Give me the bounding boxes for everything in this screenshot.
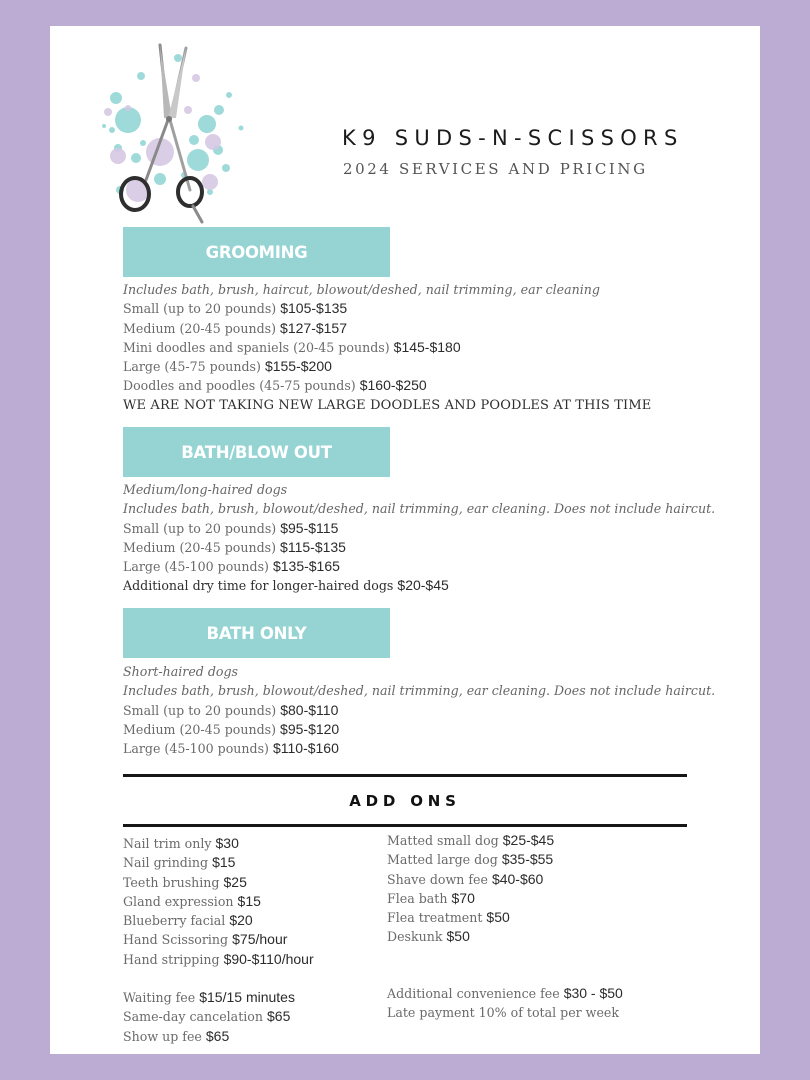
- list-item: Same-day cancelation $65: [123, 1008, 291, 1025]
- bath-blow-out-list: [123, 480, 715, 596]
- addons-right-column: [387, 831, 554, 947]
- list-item: Medium (20-45 pounds) $115-$135: [123, 538, 346, 555]
- list-item: Small (up to 20 pounds) $105-$135: [123, 300, 348, 317]
- list-item: Gland expression $15: [123, 892, 261, 909]
- divider-bottom: [123, 824, 687, 827]
- list-item: Medium (20-45 pounds) $95-$120: [123, 720, 340, 737]
- list-item: Nail grinding $15: [123, 854, 236, 871]
- addons-title: ADD ONS: [349, 792, 461, 810]
- fees-right-column: [387, 984, 623, 1023]
- business-name: K9 SUDS-N-SCISSORS: [342, 126, 684, 150]
- bath-only-list: [123, 662, 715, 758]
- grooming-notice: WE ARE NOT TAKING NEW LARGE DOODLES AND POODLES AT THIS TIME: [123, 397, 652, 413]
- list-item: Show up fee $65: [123, 1027, 230, 1044]
- list-item: Large (45-100 pounds) $110-$160: [123, 740, 339, 757]
- list-item: Flea treatment $50: [387, 909, 510, 926]
- list-item: Small (up to 20 pounds) $95-$115: [123, 519, 339, 536]
- list-item: Matted large dog $35-$55: [387, 851, 554, 868]
- price-sheet: [50, 26, 760, 1054]
- grooming-includes: Includes bath, brush, haircut, blowout/deshed, nail trimming, ear cleaning: [123, 282, 600, 297]
- list-item: Waiting fee $15/15 minutes: [123, 989, 295, 1005]
- list-item: Late payment 10% of total per week: [387, 1005, 619, 1021]
- list-item: Mini doodles and spaniels (20-45 pounds) $145-$180: [123, 338, 461, 355]
- list-item: Teeth brushing $25: [123, 873, 247, 890]
- list-item: Flea bath $70: [387, 889, 475, 906]
- list-item: Small (up to 20 pounds) $80-$110: [123, 701, 339, 718]
- list-item: Medium (20-45 pounds) $127-$157: [123, 319, 347, 336]
- list-item: Additional convenience fee $30 - $50: [387, 985, 623, 1001]
- list-item: Matted small dog $25-$45: [387, 832, 555, 848]
- list-item-extra-dry-time: Additional dry time for longer-haired dogs $20-$45: [123, 577, 449, 594]
- bath-only-includes: Includes bath, brush, blowout/deshed, nail trimming, ear cleaning. Does not include haircut.: [123, 683, 716, 699]
- list-item: Hand Scissoring $75/hour: [123, 931, 288, 948]
- list-item: Hand stripping $90-$110/hour: [123, 950, 314, 967]
- list-item: Deskunk $50: [387, 928, 470, 945]
- list-item: Doodles and poodles (45-75 pounds) $160-$250: [123, 377, 427, 394]
- section-header-bath-only: BATH ONLY: [123, 608, 390, 658]
- list-item: Large (45-75 pounds) $155-$200: [123, 358, 332, 375]
- addons-left-column: [123, 834, 314, 969]
- page-subtitle: 2024 SERVICES AND PRICING: [343, 160, 648, 178]
- list-item: Large (45-100 pounds) $135-$165: [123, 558, 340, 575]
- bath-blow-out-includes: Includes bath, brush, blowout/deshed, nail trimming, ear cleaning. Does not include haircut.: [123, 501, 716, 517]
- bath-only-dog-type: Short-haired dogs: [123, 664, 239, 679]
- list-item: Blueberry facial $20: [123, 912, 253, 929]
- scissors-with-bubbles-icon: [98, 40, 258, 225]
- section-header-bath-blow-out: BATH/BLOW OUT: [123, 427, 390, 477]
- divider-top: [123, 774, 687, 777]
- bath-blow-out-dog-type: Medium/long-haired dogs: [123, 482, 288, 497]
- list-item: Nail trim only $30: [123, 835, 239, 851]
- fees-left-column: [123, 988, 295, 1046]
- list-item: Shave down fee $40-$60: [387, 870, 544, 887]
- section-header-grooming: GROOMING: [123, 227, 390, 277]
- grooming-list: [123, 280, 651, 415]
